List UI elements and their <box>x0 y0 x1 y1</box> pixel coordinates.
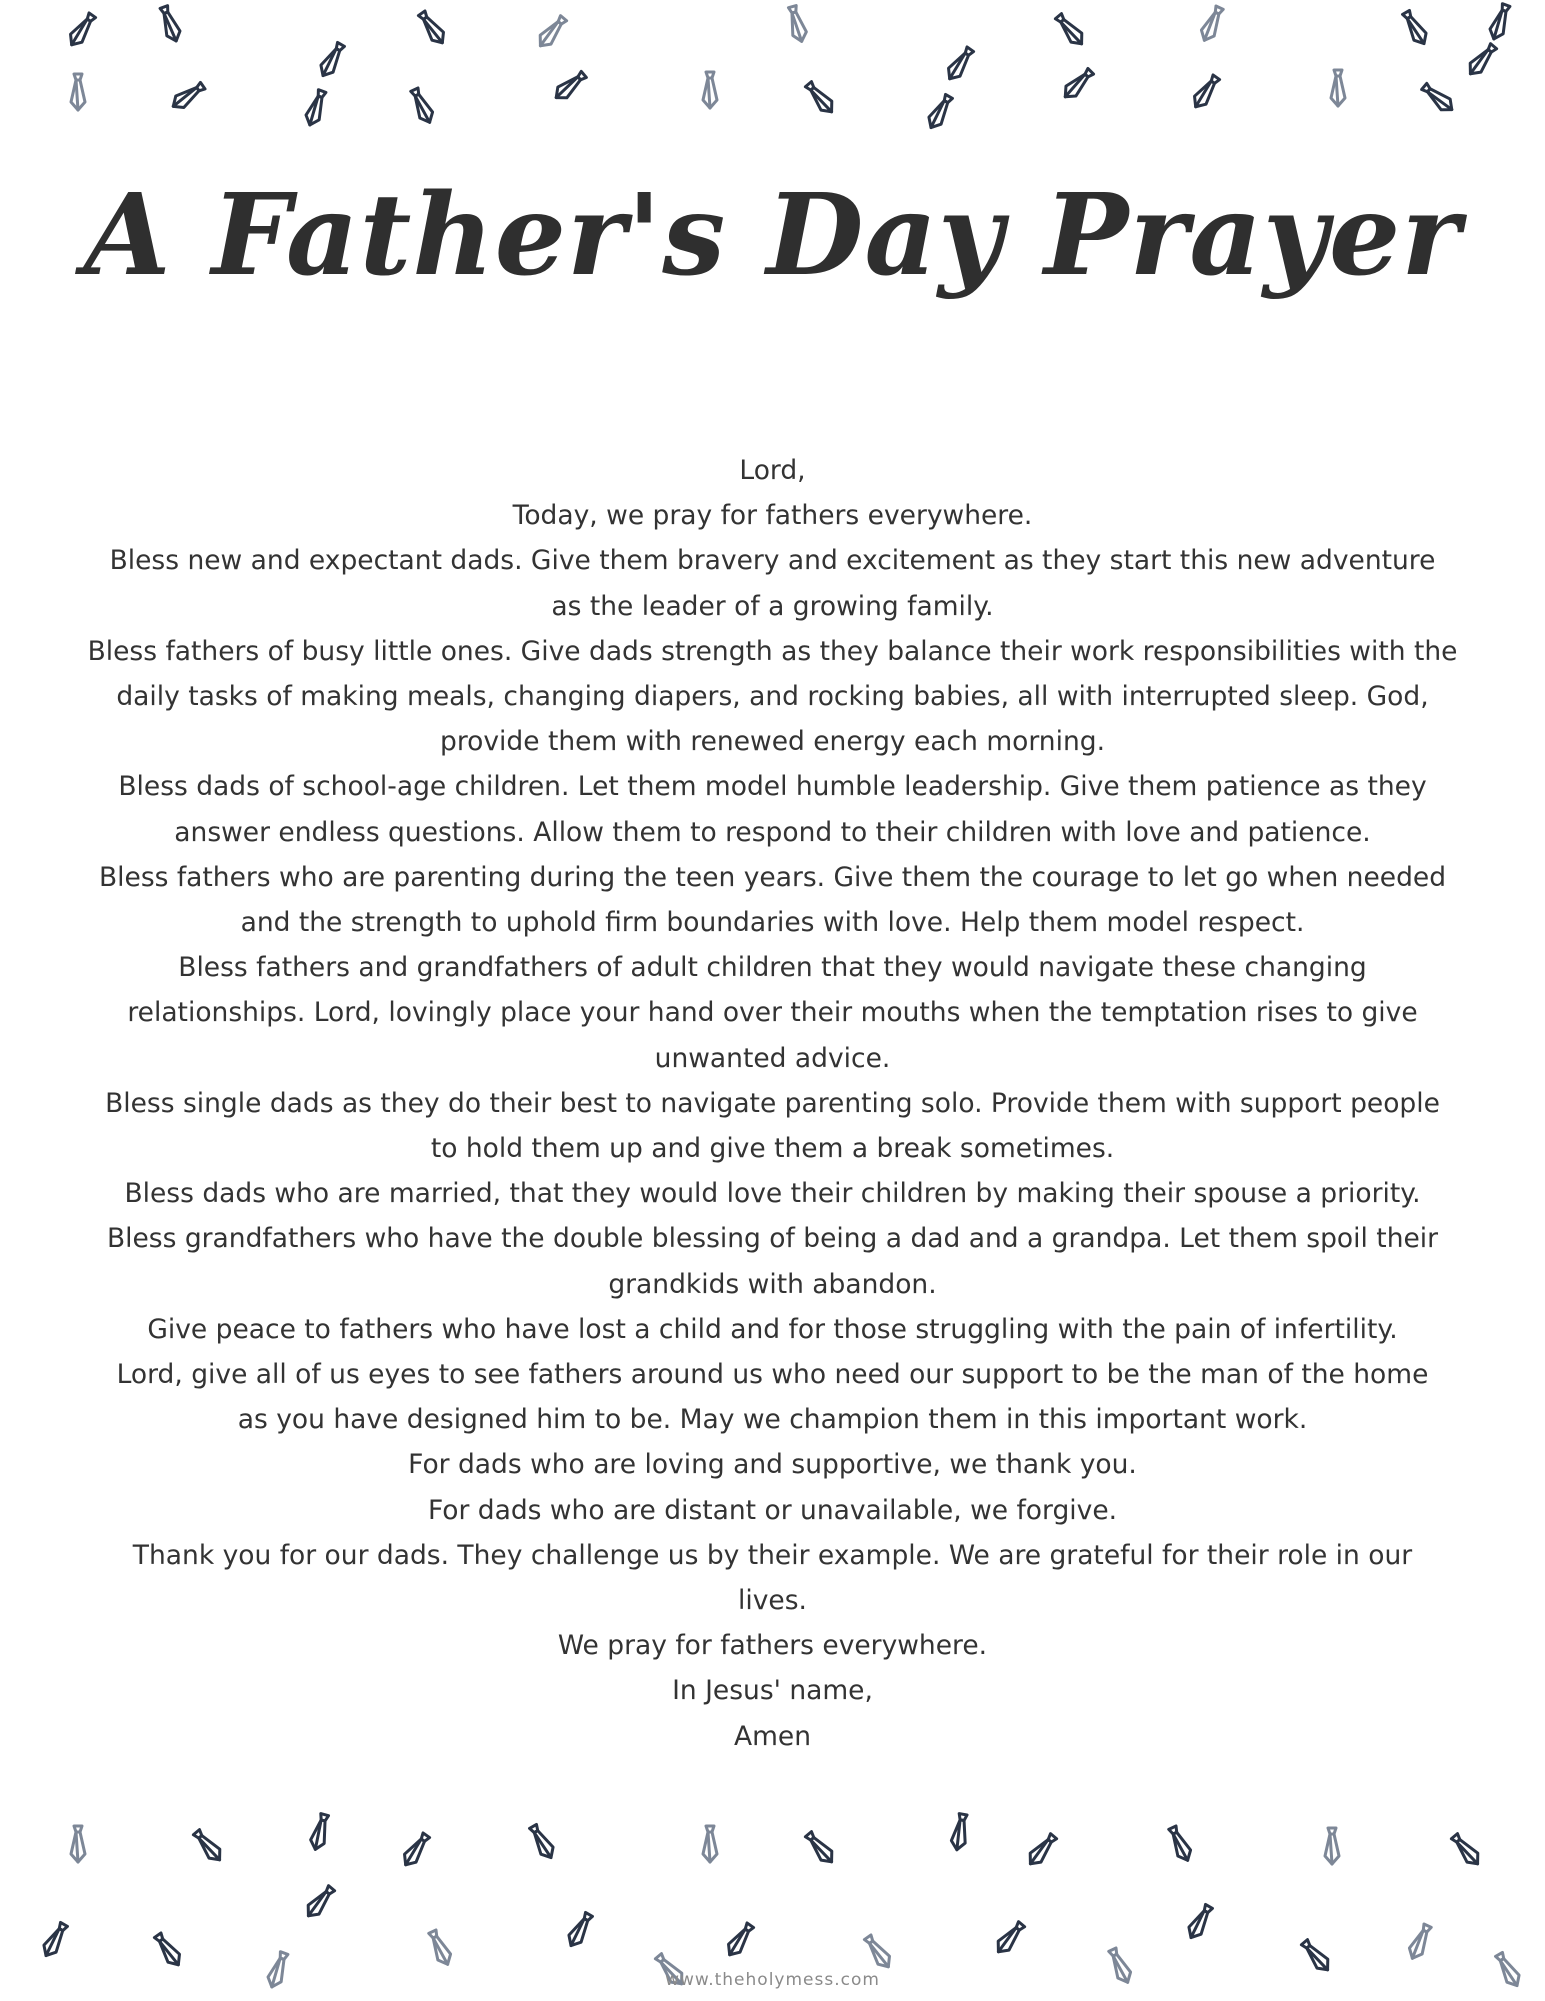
necktie-icon <box>395 79 448 132</box>
prayer-line: Bless single dads as they do their best to navigate parenting solo. Provide them with support people <box>105 1087 1440 1119</box>
necktie-icon <box>773 0 822 48</box>
prayer-line: Lord, <box>739 455 806 486</box>
necktie-icon <box>515 1815 570 1870</box>
prayer-line: grandkids with abandon. <box>608 1268 937 1300</box>
necktie-icon <box>524 4 580 60</box>
prayer-line: Amen <box>733 1720 812 1752</box>
necktie-icon <box>1153 1817 1206 1870</box>
prayer-line: Thank you for our dads. They challenge us by their example. We are grateful for their role in our <box>132 1539 1413 1571</box>
prayer-line: For dads who are distant or unavailable, we forgive. <box>427 1494 1118 1526</box>
necktie-icon <box>553 1903 608 1958</box>
necktie-icon <box>290 82 341 133</box>
prayer-line: lives. <box>738 1585 807 1617</box>
prayer-line: daily tasks of making meals, changing diapers, and rocking babies, all with interrupted sleep. God, <box>116 681 1429 713</box>
necktie-icon <box>58 72 98 112</box>
page-title: A Father's Day Prayer <box>83 170 1462 301</box>
necktie-icon <box>404 0 460 56</box>
necktie-icon <box>1438 1822 1494 1878</box>
prayer-body <box>80 448 1465 1759</box>
prayer-line: answer endless questions. Allow them to respond to their children with love and patience. <box>174 816 1371 848</box>
prayer-line: We pray for fathers everywhere. <box>557 1630 988 1662</box>
footer-url: www.theholymess.com <box>665 1970 880 1990</box>
prayer-line: as the leader of a growing family. <box>551 590 994 622</box>
prayer-line: Bless new and expectant dads. Give them bravery and excitement as they start this new adventure <box>109 545 1436 577</box>
necktie-icon <box>712 1912 768 1968</box>
prayer-line: Lord, give all of us eyes to see fathers around us who need our support to be the man of the home <box>116 1359 1429 1391</box>
top-tie-pattern <box>0 0 1545 130</box>
necktie-icon <box>1410 70 1466 126</box>
prayer-line: unwanted advice. <box>654 1042 891 1074</box>
necktie-icon <box>932 36 988 92</box>
necktie-icon <box>982 1910 1038 1966</box>
prayer-line: Give peace to fathers who have lost a child and for those struggling with the pain of infertility. <box>147 1313 1398 1345</box>
necktie-icon <box>160 68 216 124</box>
prayer-line: In Jesus' name, <box>672 1675 873 1707</box>
prayer-line: Bless dads of school-age children. Let them model humble leadership. Give them patience as they <box>118 771 1427 803</box>
necktie-icon <box>292 1874 348 1930</box>
prayer-line: as you have designed him to be. May we champion them in this important work. <box>237 1404 1308 1436</box>
necktie-icon <box>792 1820 848 1876</box>
necktie-icon <box>792 70 848 126</box>
necktie-icon <box>1454 32 1510 88</box>
necktie-icon <box>1042 2 1098 58</box>
necktie-icon <box>144 0 195 50</box>
prayer-line: For dads who are loving and supportive, we thank you. <box>408 1449 1137 1481</box>
necktie-icon <box>690 1824 730 1864</box>
necktie-icon <box>58 1824 98 1864</box>
prayer-line: relationships. Lord, lovingly place your hand over their mouths when the temptation rises to give <box>127 997 1418 1029</box>
necktie-icon <box>690 70 730 110</box>
necktie-icon <box>54 2 110 58</box>
prayer-line: provide them with renewed energy each morning. <box>440 726 1105 758</box>
prayer-line: Today, we pray for fathers everywhere. <box>512 500 1033 532</box>
necktie-icon <box>1318 68 1358 108</box>
necktie-icon <box>28 1913 83 1968</box>
necktie-icon <box>1393 1915 1446 1968</box>
prayer-line: and the strength to uphold firm boundaries with love. Help them model respect. <box>240 907 1305 939</box>
prayer-line: Bless fathers of busy little ones. Give dads strength as they balance their work responsibilities with the <box>87 635 1458 667</box>
necktie-icon <box>542 58 598 114</box>
necktie-icon <box>1050 56 1107 113</box>
necktie-icon <box>1014 1822 1070 1878</box>
necktie-icon <box>388 1822 444 1878</box>
necktie-icon <box>180 1818 236 1874</box>
necktie-icon <box>305 33 360 88</box>
prayer-line: Bless dads who are married, that they would love their children by making their spouse a priority. <box>124 1178 1421 1210</box>
necktie-icon <box>296 1808 345 1857</box>
prayer-line: Bless fathers who are parenting during the teen years. Give them the courage to let go when needed <box>98 861 1447 893</box>
prayer-line: Bless grandfathers who have the double blessing of being a dad and a grandpa. Let them spoil their <box>106 1223 1439 1255</box>
necktie-icon <box>1474 0 1525 48</box>
prayer-line: to hold them up and give them a break sometimes. <box>430 1133 1115 1165</box>
necktie-icon <box>1312 1826 1352 1866</box>
necktie-icon <box>1178 64 1234 120</box>
prayer-line: Bless fathers and grandfathers of adult children that they would navigate these changing <box>178 952 1367 984</box>
necktie-icon <box>913 85 968 140</box>
necktie-icon <box>1388 1 1443 56</box>
necktie-icon <box>1173 1895 1228 1950</box>
necktie-icon <box>413 1921 466 1974</box>
necktie-icon <box>1185 0 1238 51</box>
necktie-icon <box>937 1809 983 1855</box>
